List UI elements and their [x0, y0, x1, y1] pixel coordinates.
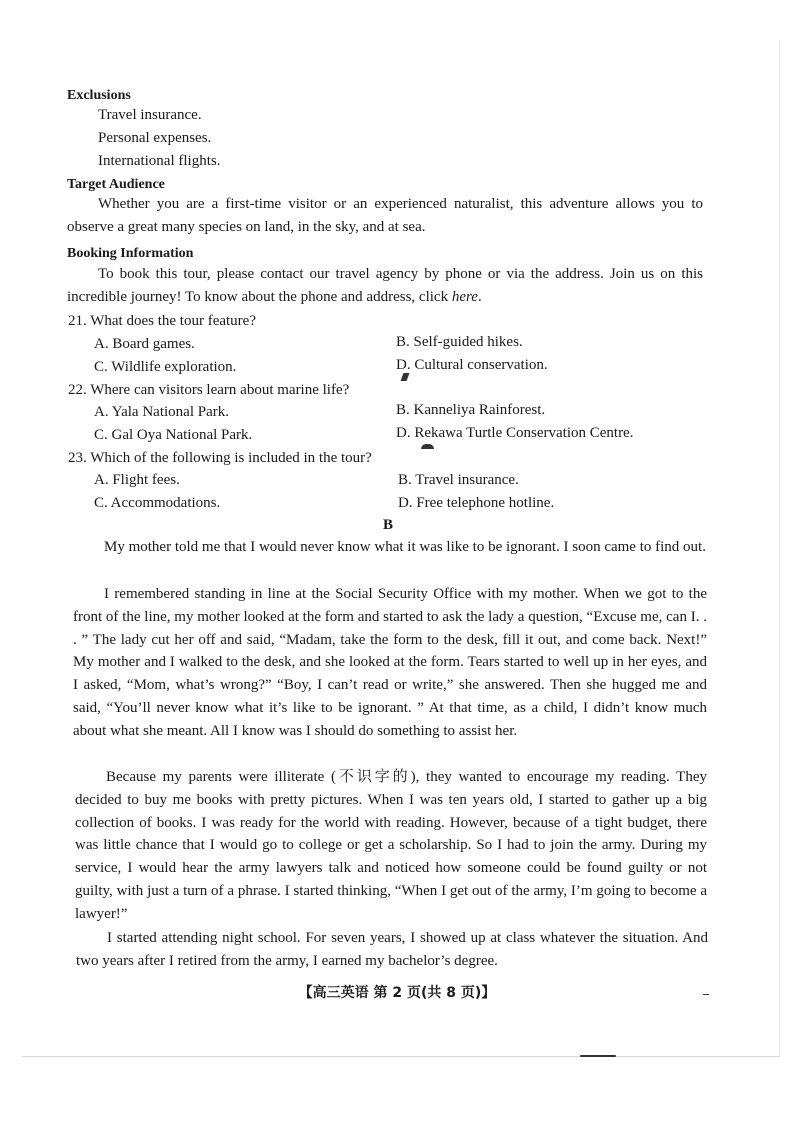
q22-option-a: A. Yala National Park. — [94, 404, 229, 420]
q23-option-a: A. Flight fees. — [94, 472, 180, 488]
q22-option-d: D. Rekawa Turtle Conservation Centre. — [396, 425, 634, 441]
booking-text-end: . — [477, 288, 482, 305]
q22-option-b: B. Kanneliya Rainforest. — [396, 402, 546, 418]
q22-option-c: C. Gal Oya National Park. — [94, 427, 253, 443]
q23-option-b: B. Travel insurance. — [398, 472, 519, 488]
q23-option-d: D. Free telephone hotline. — [398, 495, 555, 511]
passage-b-paragraph: My mother told me that I would never know what it was like to be ignorant. I soon came to find out. — [104, 539, 706, 555]
scan-edge-right — [779, 40, 780, 1056]
question-21-stem: 21. What does the tour feature? — [68, 313, 256, 329]
scan-mark — [401, 373, 410, 381]
passage-b-paragraph: Because my parents were illiterate (不识字的), they wanted to encourage my reading. They decided to buy me books with pretty pictures. When I was ten years old, I started to gather up a big collection of books. I was ready for the world with reading. However, because of a tight budget, there was little chance that I would go to college or get a scholarship. So I had to join the army. During my service, I would hear the army lawyers talk and noticed how someone could be found guilty or not guilty, with just a turn of a phrase. I started thinking, “When I get out of the army, I’m going to become a lawyer!” — [75, 769, 707, 922]
passage-b-paragraph: I started attending night school. For seven years, I showed up at class whatever the situation. And two years after I retired from the army, I earned my bachelor’s degree. — [76, 930, 708, 969]
exclusion-item: International flights. — [98, 153, 221, 169]
booking-text — [67, 263, 703, 309]
booking-heading: Booking Information — [67, 246, 194, 261]
q21-option-b: B. Self-guided hikes. — [396, 334, 523, 350]
q21-option-a: A. Board games. — [94, 336, 195, 352]
exclusions-heading: Exclusions — [67, 88, 131, 103]
booking-text-main: To book this tour, please contact our travel agency by phone or via the address. Join us on this incredible journey! To know about the phone and address, click — [67, 266, 703, 305]
target-audience-text: Whether you are a first-time visitor or an experienced naturalist, this adventure allows you to observe a great many species on land, in the sky, and at sea. — [67, 196, 703, 235]
scan-mark — [580, 1055, 616, 1057]
exclusion-item: Personal expenses. — [98, 130, 212, 146]
scan-edge-bottom — [22, 1056, 780, 1057]
q21-option-d: D. Cultural conservation. — [396, 357, 548, 373]
here-link[interactable]: here — [451, 288, 478, 305]
passage-b-paragraph: I remembered standing in line at the Social Security Office with my mother. When we got to the front of the line, my mother looked at the form and started to ask the lady a question, “Excuse me, can I. . . ” The lady cut her off and said, “Madam, take the form to the desk, fill it out, and come back. Next!” My mother and I walked to the desk, and she looked at the form. Tears started to well up in her eyes, and I asked, “Mom, what’s wrong?” “Boy, I can’t read or write,” she answered. Then she hugged me and said, “You’ll never know what it’s like to be ignorant. ” At that time, as a child, I didn’t know much about what she meant. All I know was I should do something to assist her. — [73, 586, 707, 739]
target-audience-heading: Target Audience — [67, 177, 165, 192]
footer-dash — [703, 994, 709, 995]
q23-option-c: C. Accommodations. — [94, 495, 221, 511]
question-22-stem: 22. Where can visitors learn about marine life? — [68, 382, 350, 398]
page-footer: 【高三英语 第 2 页(共 8 页)】 — [298, 985, 496, 1001]
exclusion-item: Travel insurance. — [98, 107, 202, 123]
section-b-label: B — [383, 517, 394, 533]
scan-mark — [421, 444, 434, 449]
q21-option-c: C. Wildlife exploration. — [94, 359, 237, 375]
question-23-stem: 23. Which of the following is included in the tour? — [68, 450, 372, 466]
